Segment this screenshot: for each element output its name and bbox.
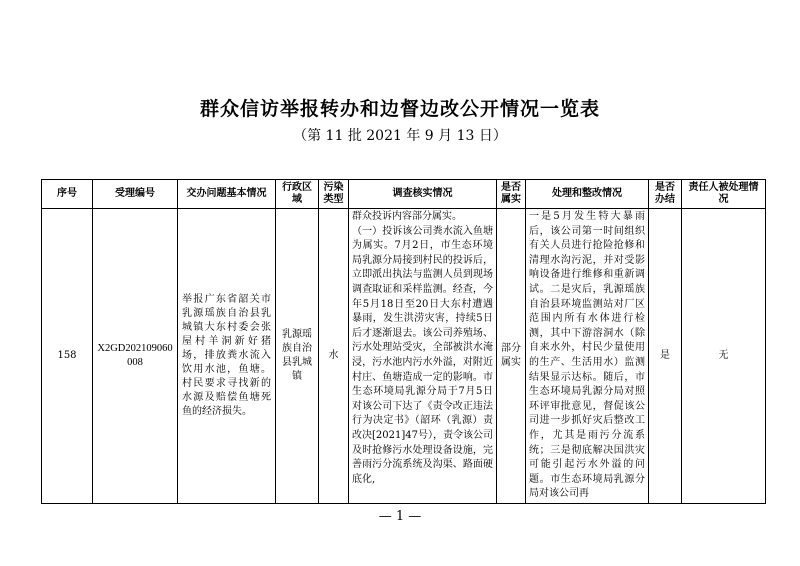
table-row xyxy=(42,209,766,504)
cell-verified: 部分属实 xyxy=(497,209,526,504)
cell-accountability: 是 xyxy=(649,209,682,504)
header-investigation: 调查核实情况 xyxy=(349,180,497,209)
header-issue: 交办问题基本情况 xyxy=(178,180,276,209)
petition-table xyxy=(41,179,766,504)
header-code: 受理编号 xyxy=(93,180,178,209)
cell-handling: 一是5月发生特大暴雨后，该公司第一时间组织有关人员进行抢险抢修和清理水沟污泥，并对受影响设备进行维修和重新调试。二是灾后，乳源瑶族自治县环境监测站对厂区范围内所有水体进行检测，其中下游溶洞水（除自来水外，村民少量使用的生产、生活用水）监测结果显示达标。随后，市生态环境局乳源分局对照环评审批意见，督促该公司进一步抓好灾后整改工作，尤其是雨污分流系统；三是彻底解决国洪灾可能引起污水外溢的问题。市生态环境局乳源分局对该公司再 xyxy=(526,209,649,504)
page-subtitle: （第 11 批 2021 年 9 月 13 日） xyxy=(293,128,507,144)
cell-responsible: 无 xyxy=(682,209,766,504)
page-title: 群众信访举报转办和边督边改公开情况一览表 xyxy=(199,98,600,120)
cell-pollution: 水 xyxy=(319,209,349,504)
page-number: — 1 — xyxy=(378,509,422,524)
header-responsible: 责任人被处理情况 xyxy=(682,180,766,209)
header-pollution: 污染类型 xyxy=(319,180,349,209)
cell-issue: 举报广东省韶关市乳源瑶族自治县乳城镇大东村委会张屋村羊洞新好猪场，排放粪水流入饮用水池，鱼塘。村民要求寻找新的水源及赔偿鱼塘死鱼的经济损失。 xyxy=(178,209,276,504)
header-region: 行政区域 xyxy=(276,180,319,209)
header-seq: 序号 xyxy=(42,180,93,209)
cell-seq: 158 xyxy=(42,209,93,504)
header-accountability: 是否办结 xyxy=(649,180,682,209)
cell-region: 乳源瑶族自治县乳城镇 xyxy=(276,209,319,504)
cell-code: X2GD202109060008 xyxy=(93,209,178,504)
table-header-row xyxy=(42,180,766,209)
header-verified: 是否属实 xyxy=(497,180,526,209)
header-handling: 处理和整改情况 xyxy=(526,180,649,209)
cell-investigation: 群众投诉内容部分属实。 （一）投诉该公司粪水流入鱼塘为属实。7月2日，市生态环境局乳源分局接到村民的投诉后，立即派出执法与监测人员到现场调查取证和采样监测。经查，今年5月18日至20日大东村遭遇暴雨，发生洪涝灾害，持续5日后才逐渐退去。该公司养殖场、污水处理站受灾，全部被洪水淹浸，污水池内污水外溢，对附近村庄、鱼塘造成一定的影响。市生态环境局乳源分局于7月5日对该公司下达了《责令改正违法行为决定书》（韶环（乳源）责改决[2021]47号），责令该公司及时抢修污水处理设备设施，完善雨污分流系统及沟渠、路面硬底化, xyxy=(349,209,497,504)
